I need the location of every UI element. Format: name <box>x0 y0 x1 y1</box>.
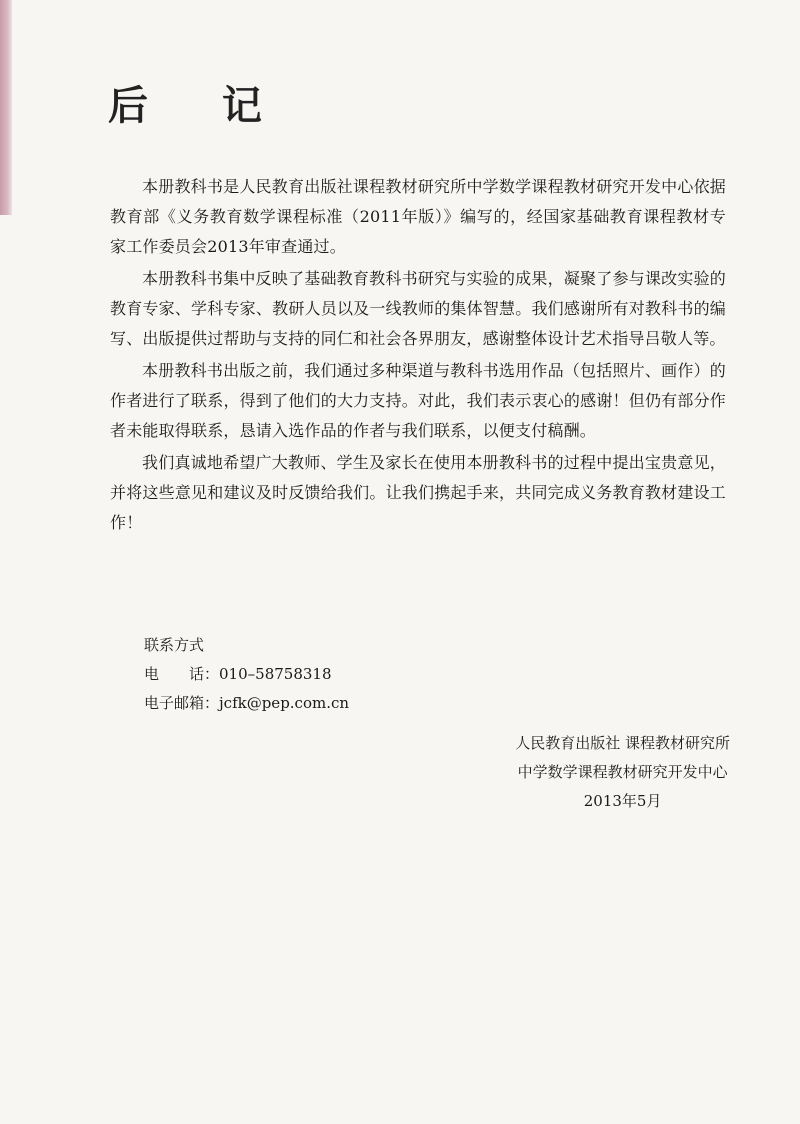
phone-number: 010–58758318 <box>219 665 332 683</box>
paragraph-1: 本册教科书是人民教育出版社课程教材研究所中学数学课程教材研究开发中心依据教育部《义务教育数学课程标准（2011年版）》编写的，经国家基础教育课程教材专家工作委员会2013年审查通过。 <box>110 177 726 256</box>
signature-date: 2013年5月 <box>583 792 662 810</box>
signature-block <box>515 729 730 816</box>
phone-label: 电 话： <box>144 665 220 683</box>
email-address: jcfk@pep.com.cn <box>219 694 350 712</box>
afterword-body <box>110 172 726 540</box>
paragraph-4: 我们真诚地希望广大教师、学生及家长在使用本册教科书的过程中提出宝贵意见，并将这些意见和建议及时反馈给我们。让我们携起手来，共同完成义务教育教材建设工作！ <box>110 453 726 532</box>
contact-title: 联系方式 <box>144 636 205 654</box>
signature-publisher: 人民教育出版社 课程教材研究所 <box>515 734 730 752</box>
contact-info <box>144 631 349 718</box>
email-row <box>144 689 349 718</box>
page-title: 后 记 <box>108 83 292 129</box>
email-label: 电子邮箱： <box>144 694 220 712</box>
paragraph-2: 本册教科书集中反映了基础教育教科书研究与实验的成果，凝聚了参与课改实验的教育专家、学科专家、教研人员以及一线教师的集体智慧。我们感谢所有对教科书的编写、出版提供过帮助与支持的同仁和社会各界朋友，感谢整体设计艺术指导吕敬人等。 <box>110 269 726 348</box>
page-edge-strip <box>0 0 12 215</box>
phone-row <box>144 660 349 689</box>
paragraph-3: 本册教科书出版之前，我们通过多种渠道与教科书选用作品（包括照片、画作）的作者进行了联系，得到了他们的大力支持。对此，我们表示衷心的感谢！但仍有部分作者未能取得联系，恳请入选作品的作者与我们联系，以便支付稿酬。 <box>110 361 726 440</box>
signature-center: 中学数学课程教材研究开发中心 <box>517 763 728 781</box>
